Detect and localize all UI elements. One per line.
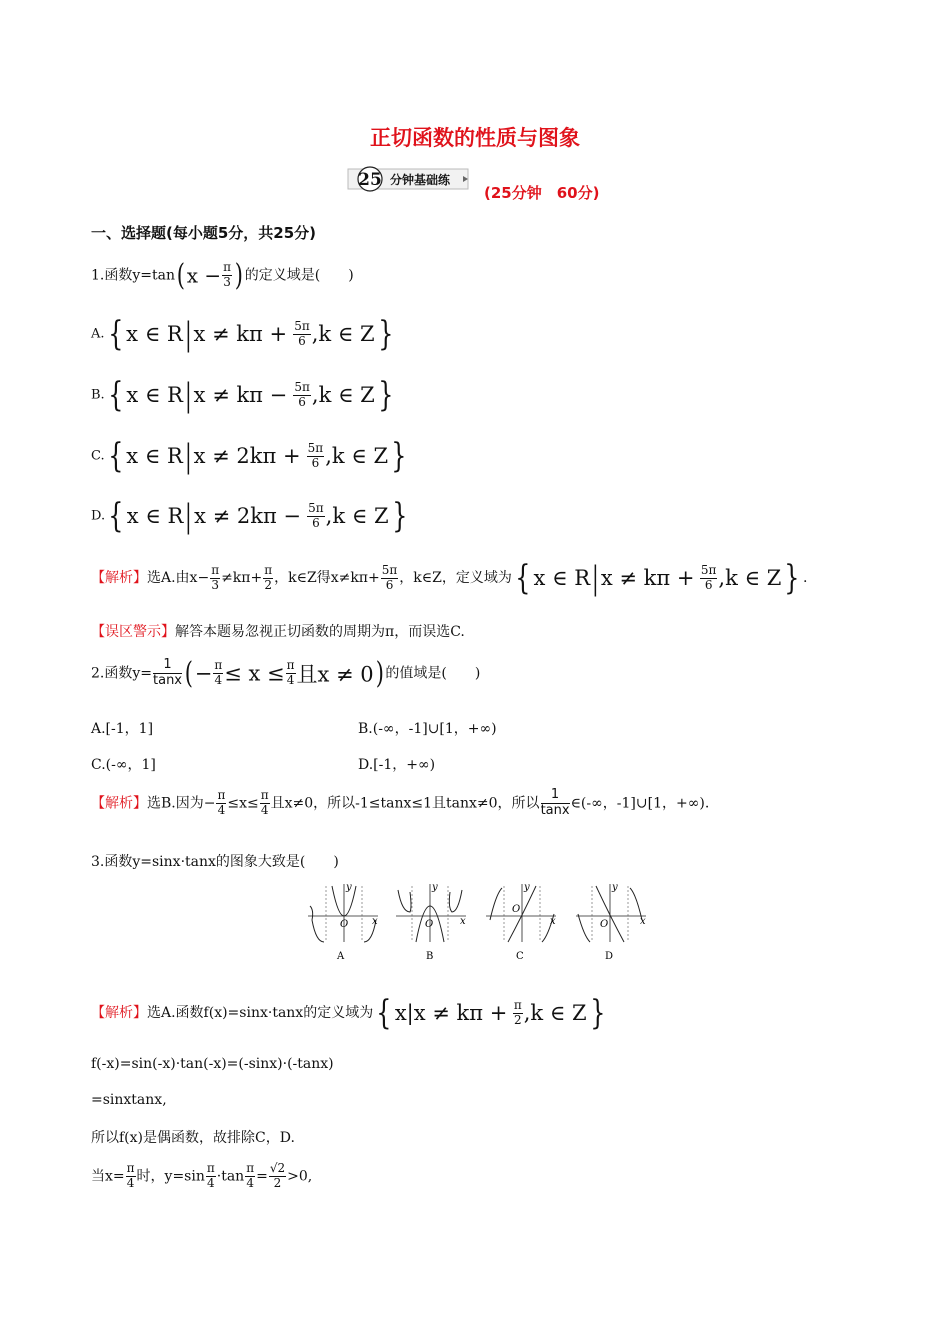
option-label: C. — [91, 448, 105, 464]
q2-option-b[interactable]: B.(-∞，-1]∪[1，+∞) — [358, 721, 497, 737]
y-axis-label: y — [432, 882, 438, 893]
q1-option-c[interactable]: C.{ x ∈ R| x ≠ 2kπ + $\frac{5\pi}{6}$ ,k ∈ Z} — [91, 436, 407, 476]
frac-num: √2 — [269, 1161, 286, 1175]
line4-text: = — [256, 1168, 268, 1185]
timing-label: (25分钟 60分) — [484, 184, 600, 202]
frac-den: 6 — [704, 577, 713, 592]
analysis-text: 选B.因为− — [147, 795, 216, 812]
frac-den: 4 — [286, 673, 295, 687]
q1-arg-x: x − — [186, 263, 222, 288]
graph-label: D — [605, 951, 614, 962]
q3-line-1: f(-x)=sin(-x)·tan(-x)=(-sinx)·(-tanx) — [91, 1056, 334, 1072]
warning-text: 解答本题易忽视正切函数的周期为π，而误选C. — [175, 624, 465, 640]
line4-text: >0, — [287, 1168, 313, 1185]
page-title: 正切函数的性质与图象 — [370, 126, 580, 150]
q3-line-2: =sinxtanx, — [91, 1092, 167, 1108]
section-heading: 一、选择题(每小题5分，共25分) — [91, 224, 317, 242]
badge-number: 25 — [358, 170, 382, 190]
x-axis-label: x — [372, 916, 378, 927]
frac-den: 4 — [206, 1175, 215, 1190]
line4-text: ·tan — [216, 1168, 245, 1185]
frac-den: 3 — [211, 577, 219, 592]
q1-warning — [91, 621, 465, 641]
frac-num: π — [286, 658, 295, 673]
q1-arg-den: 3 — [223, 275, 231, 289]
origin-label: O — [425, 919, 434, 930]
frac-den: 2 — [264, 577, 272, 592]
time-badge — [346, 166, 474, 192]
frac-num: π — [126, 1161, 135, 1175]
frac-den: tanx — [153, 673, 182, 688]
q1-option-b[interactable]: B.{ x ∈ R| x ≠ kπ − $\frac{5\pi}{6}$ ,k ∈ Z} — [91, 375, 394, 415]
frac-num: 1 — [153, 658, 182, 674]
x-axis-label: x — [550, 916, 556, 927]
frac-num: 5π — [294, 318, 310, 333]
question-1: 1.函数y=tan(x − $\frac{\pi}{3}$ ) 的定义域是( ) — [91, 258, 354, 293]
frac-den: 6 — [298, 394, 306, 409]
set-lhs: x ∈ R — [126, 444, 183, 468]
option-label: D. — [91, 508, 106, 524]
graph-b[interactable] — [396, 882, 466, 962]
analysis-text: ≤x≤ — [227, 795, 259, 812]
q3-graphs — [300, 880, 655, 965]
q1-prefix: 1.函数y=tan — [91, 267, 175, 284]
origin-label: O — [512, 904, 521, 915]
frac-den: 4 — [246, 1175, 254, 1190]
q1-analysis: 【解析】选A.由x− $\frac{\pi}{3}$ ≠kπ+ $\frac{\pi}{2}$ ，k∈Z得x≠kπ+ $\frac{5\pi}{6}$ ，k∈Z，定义域为{ x ∈ R| x ≠ kπ + $\frac{5\pi}{6}$ ,k ∈ Z} . — [91, 558, 808, 598]
graph-label: A — [337, 951, 345, 962]
line4-text: 时，y=sin — [136, 1168, 205, 1185]
q2-option-c[interactable]: C.(-∞，1] — [91, 757, 156, 773]
frac-num: π — [214, 658, 223, 673]
set-lhs: x ∈ R — [126, 322, 183, 346]
analysis-text: ≠kπ+ — [221, 570, 263, 586]
set-lhs: x ∈ R — [533, 566, 591, 590]
set-lhs: x ∈ R — [126, 504, 184, 528]
question-2: 2.函数y= $\frac{1}{\tan x}$ (− $\frac{\pi}{4}$ ≤ x ≤ $\frac{\pi}{4}$ 且x ≠ 0) 的值域是( ) — [91, 656, 481, 691]
q3-line-4 — [91, 1162, 312, 1191]
q2-option-a[interactable]: A.[-1，1] — [91, 721, 154, 737]
option-label: A. — [91, 326, 105, 342]
frac-den: tanx — [540, 802, 570, 818]
y-axis-label: y — [524, 882, 530, 893]
set-tail: ,k ∈ Z — [718, 566, 782, 590]
frac-num: 1 — [541, 788, 570, 804]
frac-den: 4 — [260, 802, 269, 817]
analysis-tag: 【解析】 — [91, 1005, 147, 1021]
q2-option-d[interactable]: D.[-1，+∞) — [358, 757, 436, 773]
x-axis-label: x — [640, 916, 646, 927]
frac-den: 6 — [311, 455, 320, 470]
set-mid: x ≠ kπ + — [193, 322, 288, 346]
analysis-text: ∈(-∞，-1]∪[1，+∞). — [570, 795, 710, 812]
frac-num: π — [211, 562, 220, 577]
origin-label: O — [600, 919, 609, 930]
frac-num: 5π — [307, 440, 324, 455]
x-axis-label: x — [460, 916, 466, 927]
graph-label: C — [516, 951, 524, 962]
origin-label: O — [340, 919, 349, 930]
analysis-text: 且x≠0，所以-1≤tanx≤1且tanx≠0，所以 — [270, 795, 540, 812]
analysis-text: 选A.由x− — [147, 570, 210, 586]
frac-num: 5π — [381, 562, 398, 577]
graph-label: B — [426, 951, 434, 962]
analysis-end: . — [802, 570, 808, 586]
set-mid: x|x ≠ kπ + — [394, 1001, 508, 1025]
q2-prefix: 2.函数y= — [91, 665, 152, 682]
graph-d[interactable] — [576, 882, 646, 962]
frac-num: π — [206, 1161, 215, 1175]
q2-suffix: 的值域是( ) — [385, 665, 481, 682]
frac-den: 4 — [214, 673, 223, 687]
cond-text: − — [194, 661, 213, 686]
set-lhs: x ∈ R — [126, 383, 183, 407]
y-axis-label: y — [612, 882, 618, 893]
frac-den: 4 — [217, 802, 226, 817]
set-mid: x ≠ kπ − — [193, 383, 288, 407]
set-mid: x ≠ 2kπ − — [194, 504, 302, 528]
line4-text: 当x= — [91, 1168, 125, 1185]
analysis-text: 选A.函数f(x)=sinx·tanx的定义域为 — [147, 1005, 374, 1021]
graph-c[interactable] — [486, 882, 556, 962]
analysis-text: ，k∈Z，定义域为 — [399, 570, 512, 586]
cond-text: ≤ x ≤ — [224, 661, 285, 686]
frac-num: π — [217, 788, 226, 803]
frac-num: π — [264, 562, 273, 577]
frac-num: 5π — [308, 500, 324, 515]
set-tail: ,k ∈ Z — [311, 322, 375, 346]
frac-num: 5π — [294, 379, 310, 394]
frac-num: 5π — [700, 562, 717, 577]
q1-option-d[interactable]: D.{ x ∈ R| x ≠ 2kπ − $\frac{5\pi}{6}$ ,k ∈ Z} — [91, 496, 407, 536]
q1-option-a[interactable]: A.{ x ∈ R| x ≠ kπ + $\frac{5\pi}{6}$ ,k ∈ Z} — [91, 314, 394, 354]
frac-den: 6 — [385, 577, 394, 592]
frac-den: 4 — [126, 1175, 135, 1190]
frac-den: 6 — [298, 333, 306, 348]
set-mid: x ≠ kπ + — [600, 566, 695, 590]
frac-den: 6 — [312, 515, 320, 530]
set-tail: ,k ∈ Z — [311, 383, 375, 407]
set-mid: x ≠ 2kπ + — [193, 444, 301, 468]
analysis-text: ，k∈Z得x≠kπ+ — [274, 570, 380, 586]
q3-analysis: 【解析】选A.函数f(x)=sinx·tanx的定义域为{ x|x ≠ kπ + $\frac{\pi}{2}$ ,k ∈ Z} — [91, 993, 605, 1033]
frac-den: 2 — [513, 1012, 522, 1027]
option-label: B. — [91, 387, 105, 403]
cond-text: 且x ≠ 0 — [296, 662, 374, 687]
q2-analysis — [91, 788, 709, 819]
set-tail: ,k ∈ Z — [523, 1001, 587, 1025]
analysis-tag: 【解析】 — [91, 795, 147, 812]
set-tail: ,k ∈ Z — [325, 504, 389, 528]
y-axis-label: y — [346, 882, 352, 893]
graph-a[interactable] — [308, 882, 378, 962]
question-3: 3.函数y=sinx·tanx的图象大致是( ) — [91, 854, 339, 870]
frac-num: π — [513, 997, 522, 1012]
analysis-tag: 【解析】 — [91, 570, 147, 586]
q3-line-3: 所以f(x)是偶函数，故排除C，D. — [91, 1130, 295, 1146]
warning-tag: 【误区警示】 — [91, 624, 175, 640]
frac-num: π — [260, 788, 269, 803]
q1-arg-num: π — [223, 260, 232, 275]
q1-suffix: 的定义域是( ) — [244, 267, 354, 284]
badge-text: 分钟基础练 — [390, 173, 451, 187]
set-tail: ,k ∈ Z — [325, 444, 389, 468]
frac-num: π — [246, 1161, 255, 1175]
frac-den: 2 — [273, 1175, 282, 1190]
